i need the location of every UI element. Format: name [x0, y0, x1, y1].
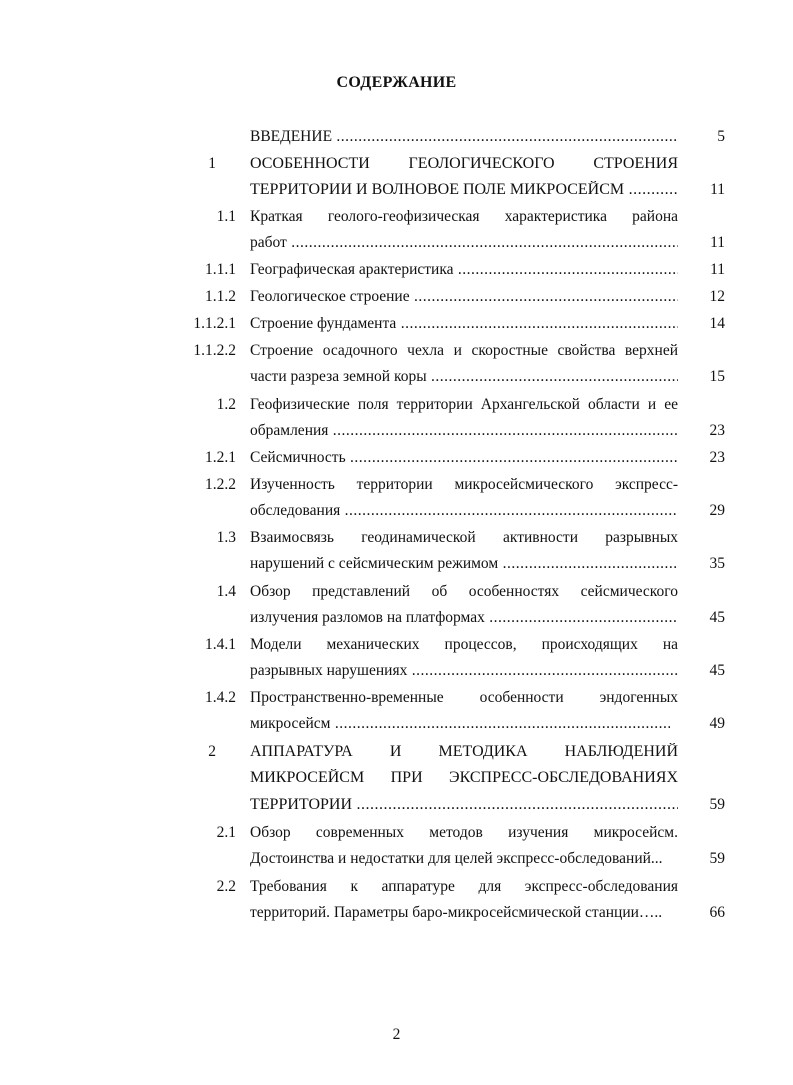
toc-entry-page: 29 [709, 502, 725, 519]
toc-entry-page: 12 [709, 288, 725, 305]
page-title: СОДЕРЖАНИЕ [336, 74, 457, 91]
toc-entry-text: Геологическое строение ..... [250, 288, 678, 306]
toc-entry-text: обследования ..... [250, 502, 678, 520]
toc-entry-page: 14 [709, 315, 725, 332]
toc-entry-number: 1.1.2.2 [193, 342, 236, 359]
toc-entry-number: 1.1.2.1 [193, 315, 236, 332]
toc-entry-text: Пространственно-временные особенности эндогенных [250, 689, 678, 706]
toc-entry-text: Изученность территории микросейсмического экспресс- [250, 476, 678, 493]
toc-entry-number: 1.1.2 [205, 288, 236, 305]
toc-entry-text: Взаимосвязь геодинамической активности разрывных [250, 529, 678, 546]
toc-entry-text: нарушений с сейсмическим режимом ..... [250, 555, 678, 573]
toc-entry-page: 23 [709, 449, 725, 466]
toc-entry-text: ТЕРРИТОРИИ И ВОЛНОВОЕ ПОЛЕ МИКРОСЕЙСМ ..... [250, 181, 678, 199]
toc-entry-page: 59 [709, 796, 725, 813]
toc-entry-text: Краткая геолого-геофизическая характеристика района [250, 208, 678, 225]
toc-entry-text: Географическая арактеристика ..... [250, 261, 678, 279]
toc-entry-page: 45 [709, 662, 725, 679]
toc-entry-text: МИКРОСЕЙСМ ПРИ ЭКСПРЕСС-ОБСЛЕДОВАНИЯХ [250, 769, 678, 786]
toc-entry-text: ТЕРРИТОРИИ ..... [250, 796, 678, 814]
toc-entry-text: Модели механических процессов, происходящих на [250, 636, 678, 653]
toc-entry-number: 2.2 [216, 878, 236, 895]
toc-entry-text: АППАРАТУРА И МЕТОДИКА НАБЛЮДЕНИЙ [250, 743, 678, 760]
toc-entry-number: 2 [208, 743, 216, 760]
toc-entry-page: 45 [709, 609, 725, 626]
toc-entry-text: Требования к аппаратуре для экспресс-обследования [250, 878, 678, 895]
toc-entry-page: 59 [709, 850, 725, 867]
toc-entry-text: излучения разломов на платформах ..... [250, 609, 678, 627]
toc-entry-text: части разреза земной коры ..... [250, 368, 678, 386]
toc-entry-text: Геофизические поля территории Архангельской области и ее [250, 396, 678, 413]
toc-entry-text: Строение фундамента ..... [250, 315, 678, 333]
toc-entry-page: 23 [709, 422, 725, 439]
toc-entry-text: ОСОБЕННОСТИ ГЕОЛОГИЧЕСКОГО СТРОЕНИЯ [250, 155, 678, 172]
toc-entry-page: 35 [709, 555, 725, 572]
toc-entry-page: 11 [710, 261, 725, 278]
toc-entry-page: 15 [709, 368, 725, 385]
toc-entry-number: 1.2 [216, 396, 236, 413]
toc-entry-text: Обзор современных методов изучения микросейсм. [250, 824, 678, 841]
toc-entry-page: 49 [709, 715, 725, 732]
toc-entry-text: территорий. Параметры баро-микросейсмической станции….. [250, 904, 663, 921]
toc-entry-text: работ ..... [250, 234, 678, 252]
toc-entry-number: 1.1 [216, 208, 236, 225]
toc-entry-text: Обзор представлений об особенностях сейсмического [250, 583, 678, 600]
toc-entry-text: разрывных нарушениях ..... [250, 662, 678, 680]
toc-entry-text: обрамления ..... [250, 422, 678, 440]
toc-entry-page: 11 [710, 181, 725, 198]
toc-entry-number: 1.1.1 [205, 261, 236, 278]
toc-entry-number: 1.4.2 [205, 689, 236, 706]
toc-entry-number: 1.4 [216, 583, 236, 600]
toc-entry-number: 1.4.1 [205, 636, 236, 653]
toc-entry-text: Сейсмичность ..... [250, 449, 678, 467]
toc-entry-page: 66 [709, 904, 725, 921]
toc-entry-number: 1.3 [216, 529, 236, 546]
toc-entry-text: микросейсм ..... [250, 715, 670, 733]
toc-entry-page: 5 [717, 128, 725, 145]
page-number: 2 [392, 1026, 401, 1043]
toc-entry-number: 1.2.1 [205, 449, 236, 466]
toc-entry-page: 11 [710, 234, 725, 251]
toc-entry-number: 2.1 [216, 824, 236, 841]
toc-entry-text: Достоинства и недостатки для целей экспресс-обследований... [250, 850, 663, 867]
toc-entry-text: Строение осадочного чехла и скоростные свойства верхней [250, 342, 678, 359]
toc-entry-number: 1 [208, 155, 216, 172]
toc-entry-number: 1.2.2 [205, 476, 236, 493]
toc-entry-text: ВВЕДЕНИЕ ..... [250, 128, 678, 146]
